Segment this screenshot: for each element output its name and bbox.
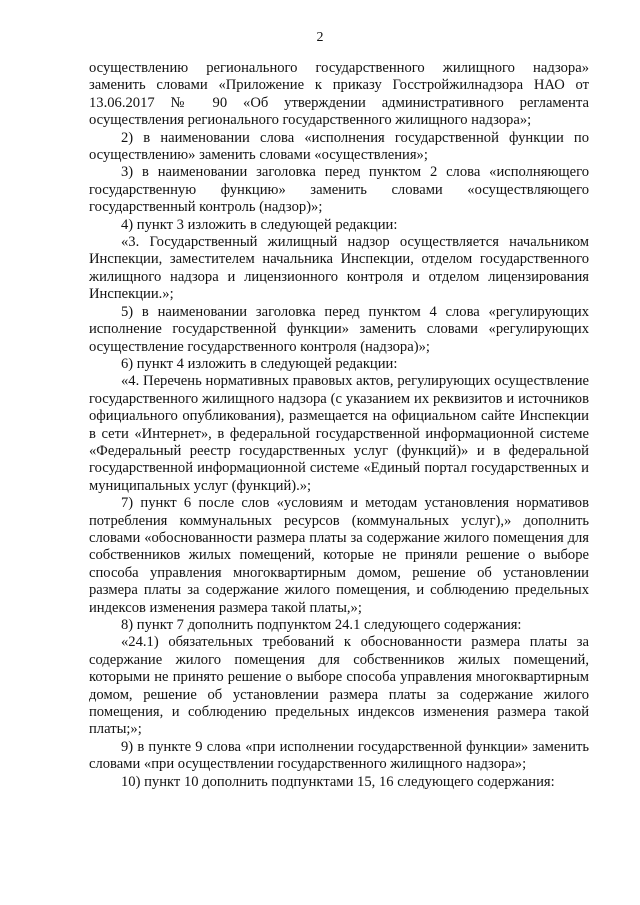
page-number: 2 xyxy=(316,30,324,45)
paragraph-item-4: 4) пункт 3 изложить в следующей редакции: xyxy=(121,216,398,233)
paragraph-item-9: 9) в пункте 9 слова «при исполнении государственной функции» заменить словами «при осуществлении государственного жилищного надзора»; xyxy=(89,738,589,773)
paragraph-item-10: 10) пункт 10 дополнить подпунктами 15, 16 следующего содержания: xyxy=(121,773,555,790)
paragraph-item-7: 7) пункт 6 после слов «условиям и методам установления нормативов потребления коммунальных ресурсов (коммунальных услуг),» дополнить словами «обоснованности размера платы за содержание жилого помещения для собственников жилых помещений, которые не приняли решение о выборе способа управления многоквартирным домом, решение об установлении размера платы за содержание жилого помещения, и соблюдению предельных индексов изменения размера такой платы,»; xyxy=(89,495,589,616)
paragraph-clause-3-text: «3. Государственный жилищный надзор осуществляется начальником Инспекции, заместителем начальника Инспекции, отделом государственного жилищного надзора и лицензионного контроля и отделом лицензирования Инспекции.»; xyxy=(89,234,589,303)
paragraph-clause-4-text: «4. Перечень нормативных правовых актов, регулирующих осуществление государственного жилищного надзора (с указанием их реквизитов и источников официального опубликования), размещается на официальном сайте Инспекции в сети «Интернет», в федеральной государственной информационной системе «Федеральный реестр государственных услуг (функций)» и в федеральной государственной информационной системе «Единый портал государственных и муниципальных услуг (функций).»; xyxy=(89,373,589,494)
paragraph-subclause-24-1-text: «24.1) обязательных требований к обоснованности размера платы за содержание жилого помещения для собственников жилых помещений, которыми не принято решение о выборе способа управления многоквартирным домом, решение об установлении размера платы за содержание жилого помещения, и соблюдению предельных индексов изменения размера такой платы;»; xyxy=(89,634,589,738)
paragraph-item-2: 2) в наименовании слова «исполнения государственной функции по осуществлению» заменить словами «осуществления»; xyxy=(89,129,589,164)
document-body xyxy=(89,60,589,791)
paragraph-item-8: 8) пункт 7 дополнить подпунктом 24.1 следующего содержания: xyxy=(121,617,522,633)
paragraph-item-5: 5) в наименовании заголовка перед пунктом 4 слова «регулирующих исполнение государственной функции» заменить словами «регулирующих осуществление государственного контроля (надзора)»; xyxy=(89,303,589,355)
paragraph-item-6: 6) пункт 4 изложить в следующей редакции: xyxy=(121,355,398,372)
paragraph-item-3: 3) в наименовании заголовка перед пунктом 2 слова «исполняющего государственную функцию» заменить словами «осуществляющего государственный контроль (надзор)»; xyxy=(89,164,589,216)
paragraph-continuation: осуществлению регионального государственного жилищного надзора» заменить словами «Приложение к приказу Госстройжилнадзора НАО от 13.06.2017 № 90 «Об утверждении административного регламента осуществления регионального государственного жилищного надзора»; xyxy=(89,60,589,129)
